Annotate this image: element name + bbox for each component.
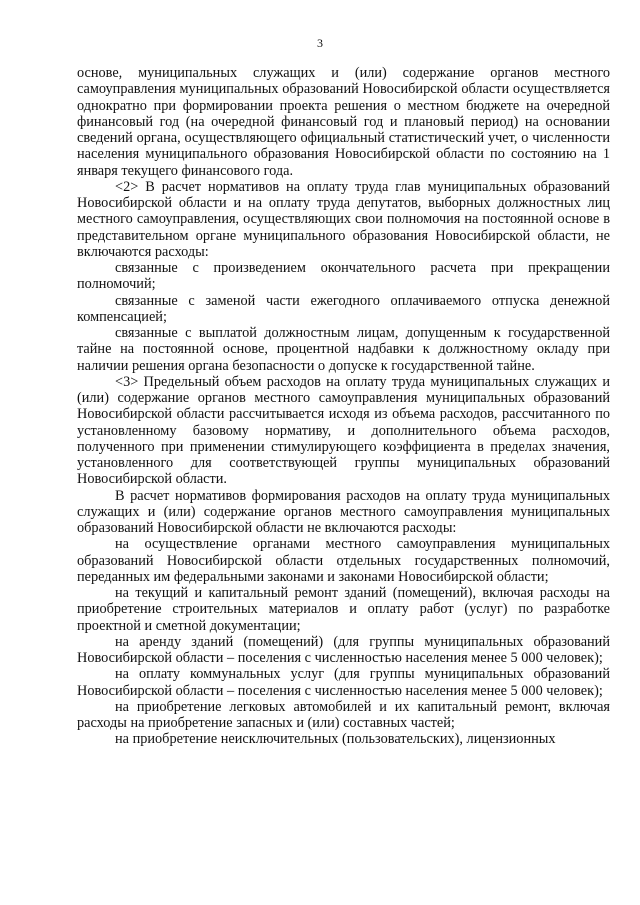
body-paragraph: В расчет нормативов формирования расходов на оплату труда муниципальных служащих и (или) содержание органов местного самоуправления муниципальных образований Новосибирской области не включаются расходы:: [77, 487, 610, 536]
page-number: 3: [317, 36, 323, 50]
paragraph-continuation: основе, муниципальных служащих и (или) содержание органов местного самоуправления муниципальных образований Новосибирской области осуществляется однократно при формировании проекта решения о местном бюджете на очередной финансовый год (на очередной финансовый год и плановый период) на основании сведений органа, осуществляющего официальный статистический учет, о численности населения муниципального образования Новосибирской области по состоянию на 1 января текущего финансового года.: [77, 65, 610, 179]
list-item-paragraph: на осуществление органами местного самоуправления муниципальных образований Новосибирской области отдельных государственных полномочий, переданных им федеральными законами и законами Новосибирской области;: [77, 536, 610, 585]
list-item-paragraph: на приобретение легковых автомобилей и их капитальный ремонт, включая расходы на приобретение запасных и (или) составных частей;: [77, 698, 610, 731]
document-body: [77, 65, 610, 748]
list-item-paragraph: на приобретение неисключительных (пользовательских), лицензионных: [115, 731, 556, 748]
list-item-paragraph: на текущий и капитальный ремонт зданий (помещений), включая расходы на приобретение строительных материалов и оплату работ (услуг) по разработке проектной и сметной документации;: [77, 585, 610, 634]
list-item-paragraph: на оплату коммунальных услуг (для группы муниципальных образований Новосибирской области – поселения с численностью населения менее 5 000 человек);: [77, 666, 610, 699]
list-item-paragraph: на аренду зданий (помещений) (для группы муниципальных образований Новосибирской области – поселения с численностью населения менее 5 000 человек);: [77, 633, 610, 666]
list-item-paragraph: связанные с произведением окончательного расчета при прекращении полномочий;: [77, 260, 610, 293]
footnote-2-paragraph: <2> В расчет нормативов на оплату труда глав муниципальных образований Новосибирской области и на оплату труда депутатов, выборных должностных лиц местного самоуправления, осуществляющих свои полномочия на постоянной основе в представительном органе муниципального образования Новосибирской области, не включаются расходы:: [77, 178, 610, 260]
list-item-paragraph: связанные с выплатой должностным лицам, допущенным к государственной тайне на постоянной основе, процентной надбавки к должностному окладу при наличии решения органа безопасности о допуске к государственной тайне.: [77, 325, 610, 374]
list-item-paragraph: связанные с заменой части ежегодного оплачиваемого отпуска денежной компенсацией;: [77, 292, 610, 325]
footnote-3-paragraph: <3> Предельный объем расходов на оплату труда муниципальных служащих и (или) содержание органов местного самоуправления муниципальных образований Новосибирской области рассчитывается исходя из объема расходов, рассчитанного по установленному базовому нормативу, и дополнительного объема расходов, полученного при применении стимулирующего коэффициента в пределах значения, установленного для соответствующей группы муниципальных образований Новосибирской области.: [77, 373, 610, 488]
